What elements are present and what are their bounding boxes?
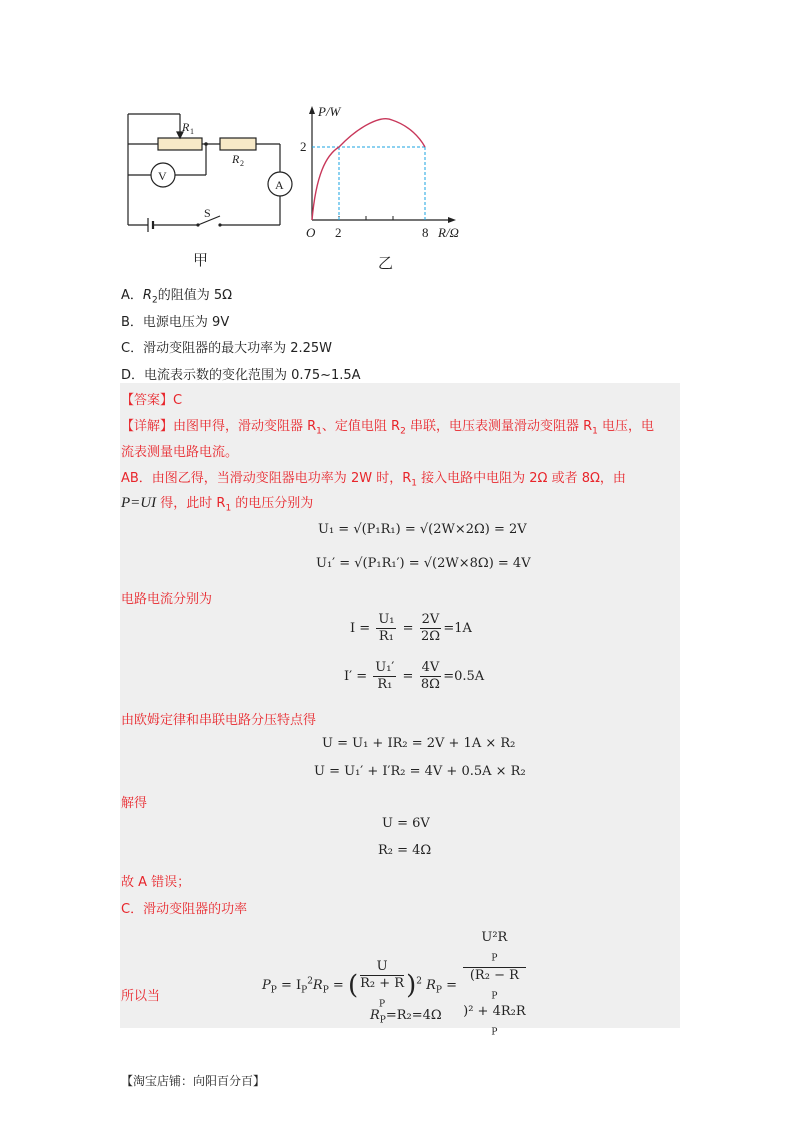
- equation-power: $P_P = I_P^2R_P$ = ( U R₂ + R $_P$ )$^2$ $R_P$ = U²R $_P$ (R₂ − R $_P$ )² + 4R₂R $_P$: [262, 930, 526, 1038]
- r1-sub: 1: [190, 127, 194, 136]
- origin-label: O: [306, 225, 316, 240]
- voltmeter-label: V: [158, 169, 167, 183]
- r1-label: R: [182, 120, 190, 134]
- ammeter-label: A: [275, 178, 284, 192]
- wrong-a-line: 故 A 错误；: [121, 875, 191, 890]
- junction-dot: [204, 142, 208, 146]
- equation-i: I = $\frac{\text{U₁}}{\text{R₁}}$ = $\frac{2V}{2\Omega}$ =1A: [350, 612, 472, 644]
- result-u: U = 6V: [382, 816, 430, 831]
- ohm-title: 由欧姆定律和串联电路分压特点得: [121, 713, 317, 728]
- ab-line-2: P=UI 得，此时 $R_1$ 的电压分别为: [121, 495, 314, 514]
- detail-line-1: 【详解】由图甲得，滑动变阻器 $R_1$、定值电阻 $R_2$ 串联，电压表测量滑动变阻器 $R_1$ 电压，电: [121, 419, 654, 437]
- switch-label: S: [204, 206, 211, 220]
- switch-contact: [196, 223, 199, 226]
- option-a: A．$R_2$的阻值为 5Ω: [121, 288, 233, 306]
- x-axis-label: R/Ω: [438, 225, 459, 240]
- answer-line: 【答案】C: [121, 393, 183, 408]
- y-axis-label: P/W: [318, 104, 341, 119]
- equation-i-prime: I′ = $\frac{\text{U₁′}}{\text{R₁}}$ = $\frac{4V}{8\Omega}$ =0.5A: [344, 660, 485, 692]
- x-tick-label: 8: [422, 225, 429, 240]
- so-title: 所以当: [121, 989, 161, 1004]
- switch-contact: [218, 223, 221, 226]
- r2-label: R: [232, 152, 240, 166]
- ab-line-1: AB．由图乙得，当滑动变阻器电功率为 2W 时，$R_1$ 接入电路中电阻为 2Ω 或者 8Ω，由: [121, 471, 626, 489]
- result-r2: R₂ = 4Ω: [378, 843, 432, 858]
- equation-u1: U₁ = √(P₁R₁) = √(2W×2Ω) = 2V: [318, 522, 527, 537]
- c-title: C．滑动变阻器的功率: [121, 902, 248, 917]
- solve-title: 解得: [121, 796, 148, 811]
- equation-u-a: U = U₁ + IR₂ = 2V + 1A × R₂: [322, 736, 516, 751]
- detail-line-2: 流表测量电路电流。: [121, 445, 239, 460]
- y-tick-label: 2: [300, 139, 307, 154]
- option-c: C．滑动变阻器的最大功率为 2.25W: [121, 341, 333, 356]
- r2-sub: 2: [240, 159, 244, 168]
- figure: [120, 100, 480, 275]
- equation-u1-prime: U₁′ = √(P₁R₁′) = √(2W×8Ω) = 4V: [316, 556, 531, 571]
- current-title: 电路电流分别为: [121, 592, 213, 607]
- option-d: D．电流表示数的变化范围为 0.75~1.5A: [121, 368, 361, 383]
- power-graph: [300, 104, 459, 272]
- equation-u-b: U = U₁′ + I′R₂ = 4V + 0.5A × R₂: [314, 764, 526, 779]
- equation-final: $R_P=R_2=4\Omega$: [370, 1008, 442, 1026]
- option-b: B．电源电压为 9V: [121, 315, 230, 330]
- footer-shop-name: 【淘宝店铺：向阳百分百】: [121, 1074, 266, 1088]
- graph-caption: 乙: [378, 254, 394, 272]
- x-tick-label: 2: [335, 225, 342, 240]
- circuit-caption: 甲: [193, 251, 209, 269]
